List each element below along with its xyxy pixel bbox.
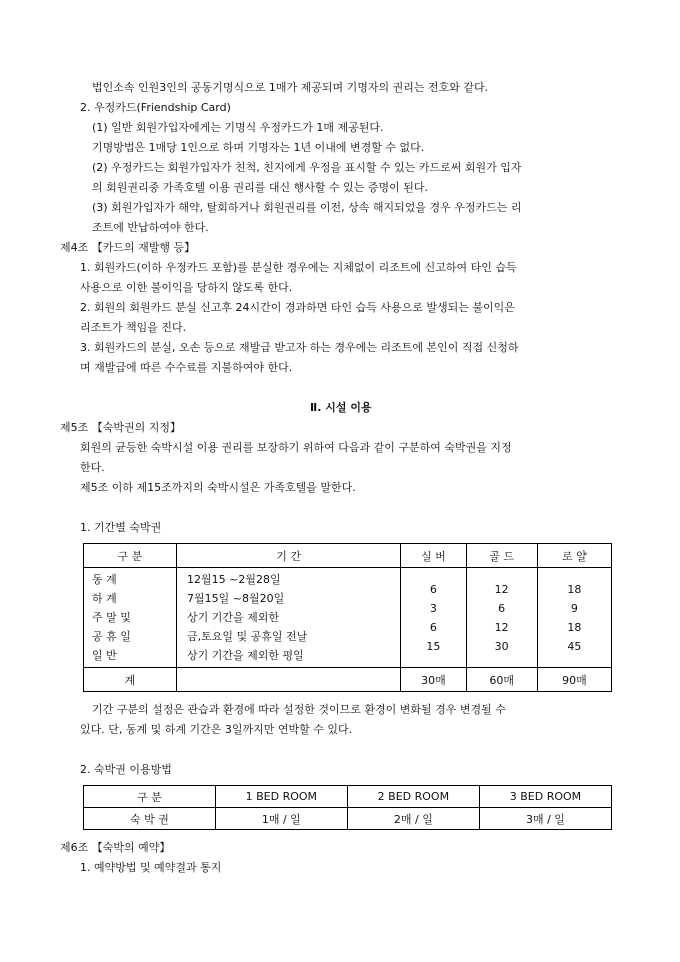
line-10: 1. 회원카드(이하 우정카드 포함)를 분실한 경우에는 지체없이 리조트에 신고하여 타인 습득 — [80, 261, 517, 274]
period-weekend-2: 금,토요일 및 공휴일 전날 — [186, 630, 308, 643]
gold-summer: 6 — [498, 602, 506, 615]
total-label: 계 — [84, 668, 177, 692]
section-title: Ⅱ. 시설 이용 — [310, 401, 372, 414]
article-5-heading: 제5조 【숙박권의 지정】 — [60, 421, 181, 434]
t2-header-1bed: 1 BED ROOM — [215, 786, 347, 808]
category-winter: 동 계 — [92, 573, 117, 586]
line-23: 있다. 단, 동계 및 하계 기간은 3일까지만 연박할 수 있다. — [80, 723, 353, 736]
royal-winter: 18 — [567, 583, 582, 596]
table1-title: 1. 기간별 숙박권 — [80, 521, 162, 534]
gold-weekend: 12 — [494, 621, 509, 634]
line-13: 리조트가 책임을 진다. — [80, 321, 187, 334]
category-weekend-1: 주 말 및 — [92, 611, 131, 624]
article-4-heading: 제4조 【카드의 재발행 등】 — [60, 241, 196, 254]
t2-row-label: 숙 박 권 — [84, 808, 216, 830]
period-summer: 7월15일 ~8월20일 — [186, 592, 285, 605]
period-winter: 12월15 ~2월28일 — [186, 573, 281, 586]
t2-2bed-value: 2매 / 일 — [347, 808, 479, 830]
header-royal: 로 얄 — [537, 544, 611, 568]
silver-summer: 3 — [429, 602, 437, 615]
silver-winter: 6 — [429, 583, 437, 596]
line-2: 2. 우정카드(Friendship Card) — [80, 101, 231, 114]
royal-summer: 9 — [570, 602, 578, 615]
line-1: 법인소속 인원3인의 공동기명식으로 1매가 제공되며 기명자의 권리는 전호와 같다. — [92, 81, 489, 94]
royal-normal: 45 — [567, 640, 582, 653]
period-ticket-table — [83, 543, 612, 692]
line-18: 회원의 균등한 숙박시설 이용 권리를 보장하기 위하여 다음과 같이 구분하여 숙박권을 지정 — [80, 441, 512, 454]
line-15: 며 재발급에 따른 수수료를 지불하여야 한다. — [80, 361, 293, 374]
table2-title: 2. 숙박권 이용방법 — [80, 763, 172, 776]
period-normal: 상기 기간을 제외한 평일 — [186, 649, 304, 662]
line-22: 기간 구분의 설정은 관습과 환경에 따라 설정한 것이므로 환경이 변화될 경우 변경될 수 — [92, 703, 506, 716]
room-ticket-table — [83, 785, 612, 830]
category-summer: 하 계 — [92, 592, 117, 605]
total-royal: 90매 — [537, 668, 611, 692]
t2-header-3bed: 3 BED ROOM — [479, 786, 611, 808]
total-gold: 60매 — [466, 668, 537, 692]
t2-header-2bed: 2 BED ROOM — [347, 786, 479, 808]
gold-winter: 12 — [494, 583, 509, 596]
gold-normal: 30 — [494, 640, 509, 653]
header-gold: 골 드 — [466, 544, 537, 568]
silver-weekend: 6 — [429, 621, 437, 634]
line-14: 3. 회원카드의 분실, 오손 등으로 재발급 받고자 하는 경우에는 리조트에 본인이 직접 신청하 — [80, 341, 519, 354]
article-6-heading: 제6조 【숙박의 예약】 — [60, 841, 171, 854]
line-6: 의 회원권리중 가족호텔 이용 권리를 대신 행사할 수 있는 증명이 된다. — [92, 181, 428, 194]
line-11: 사용으로 이한 불이익을 당하지 않도록 한다. — [80, 281, 293, 294]
t2-1bed-value: 1매 / 일 — [215, 808, 347, 830]
line-5: (2) 우정카드는 회원가입자가 친척, 친지에게 우정을 표시할 수 있는 카드로써 회원가 입자 — [92, 161, 522, 174]
line-7: (3) 회원가입자가 해약, 탈회하거나 회원권리를 이전, 상속 해지되었을 경우 우정카드는 리 — [92, 201, 522, 214]
header-period: 기 간 — [176, 544, 400, 568]
line-19: 한다. — [80, 461, 105, 474]
line-8: 조트에 반납하여야 한다. — [92, 221, 209, 234]
line-12: 2. 회원의 회원카드 분실 신고후 24시간이 경과하면 타인 습득 사용으로 발생되는 불이익은 — [80, 301, 515, 314]
line-3: (1) 일반 회원가입자에게는 기명식 우정카드가 1매 제공된다. — [92, 121, 384, 134]
total-silver: 30매 — [401, 668, 466, 692]
header-category: 구 분 — [84, 544, 177, 568]
royal-weekend: 18 — [567, 621, 582, 634]
line-26: 1. 예약방법 및 예약결과 통지 — [80, 861, 222, 874]
t2-header-category: 구 분 — [84, 786, 216, 808]
period-weekend-1: 상기 기간을 제외한 — [186, 611, 279, 624]
t2-3bed-value: 3매 / 일 — [479, 808, 611, 830]
line-20: 제5조 이하 제15조까지의 숙박시설은 가족호텔을 말한다. — [80, 481, 356, 494]
line-4: 기명방법은 1매당 1인으로 하며 기명자는 1년 이내에 변경할 수 없다. — [92, 141, 425, 154]
header-silver: 실 버 — [401, 544, 466, 568]
category-normal: 일 반 — [92, 649, 117, 662]
category-weekend-2: 공 휴 일 — [92, 630, 131, 643]
silver-normal: 15 — [426, 640, 441, 653]
